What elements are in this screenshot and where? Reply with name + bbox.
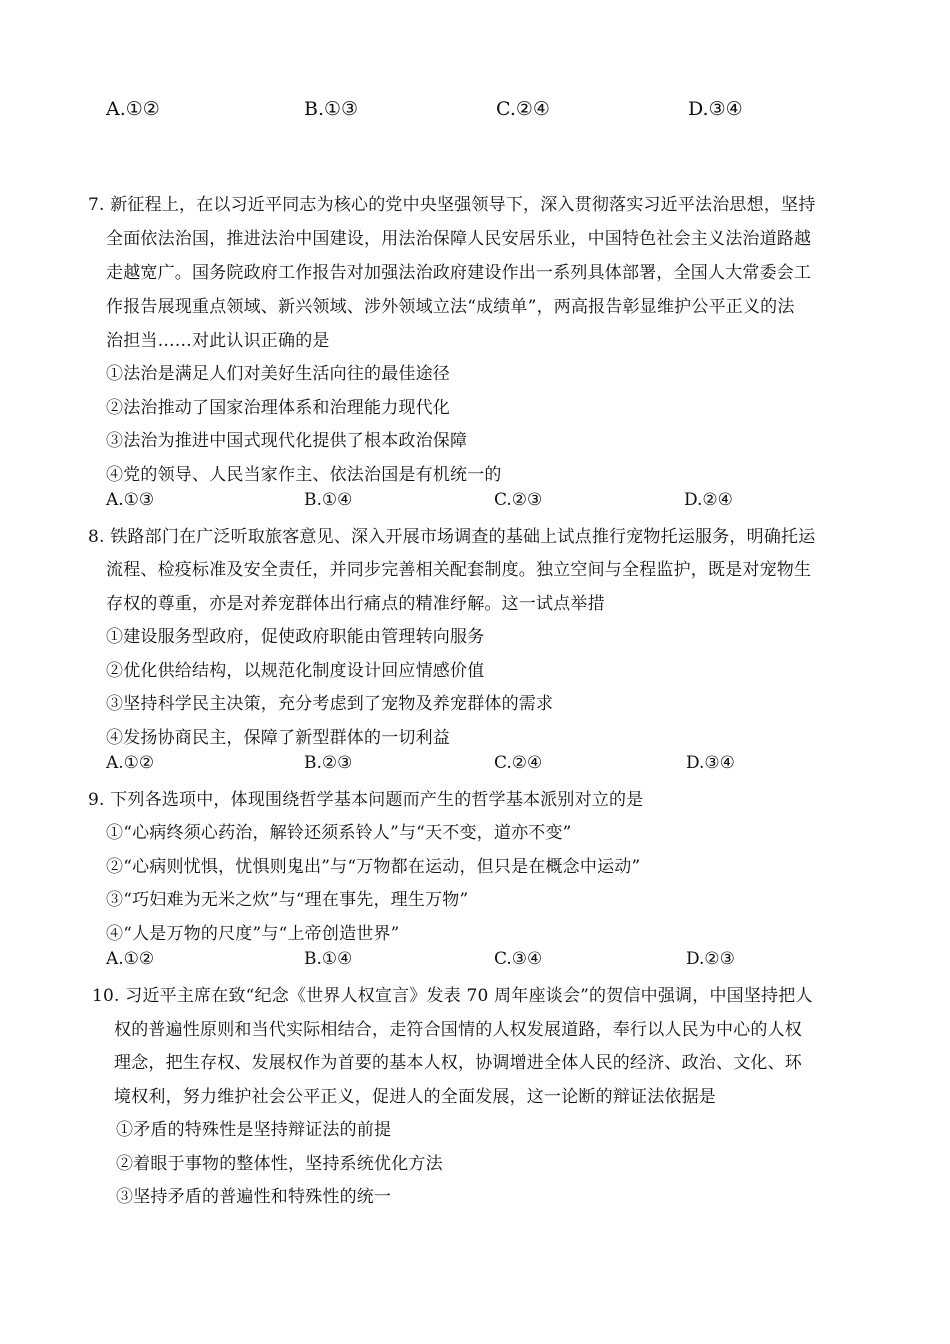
q7-stem-line: 全面依法治国，推进法治中国建设，用法治保障人民安居乐业，中国特色社会主义法治道路越: [106, 229, 812, 249]
q8-item-1: ①建设服务型政府，促使政府职能由管理转向服务: [106, 627, 485, 647]
q7-item-3: ③法治为推进中国式现代化提供了根本政治保障: [106, 431, 468, 451]
q6-option-b[interactable]: B.①③: [304, 98, 359, 120]
q8-item-3: ③坚持科学民主决策，充分考虑到了宠物及养宠群体的需求: [106, 694, 554, 714]
q7-option-d[interactable]: D.②④: [684, 490, 733, 510]
q8-item-4: ④发扬协商民主，保障了新型群体的一切利益: [106, 728, 450, 748]
q8-stem-line: 8. 铁路部门在广泛听取旅客意见、深入开展市场调查的基础上试点推行宠物托运服务，明确托运: [88, 527, 816, 547]
q10-stem-line: 10. 习近平主席在致“纪念《世界人权宣言》发表 70 周年座谈会”的贺信中强调，中国坚持把人: [92, 986, 813, 1006]
q10-stem-line: 权的普遍性原则和当代实际相结合，走符合国情的人权发展道路，奉行以人民为中心的人权: [114, 1020, 802, 1040]
q7-stem-line: 走越宽广。国务院政府工作报告对加强法治政府建设作出一系列具体部署，全国人大常委会工: [106, 263, 812, 283]
q9-option-c[interactable]: C.③④: [494, 949, 543, 969]
q8-stem-line: 流程、检疫标准及安全责任，并同步完善相关配套制度。独立空间与全程监护，既是对宠物生: [106, 560, 812, 580]
q7-stem-line: 7. 新征程上，在以习近平同志为核心的党中央坚强领导下，深入贯彻落实习近平法治思想，坚持: [88, 195, 816, 215]
q7-stem-line: 治担当……对此认识正确的是: [106, 331, 330, 351]
q7-stem-line: 作报告展现重点领域、新兴领域、涉外领域立法“成绩单”，两高报告彰显维护公平正义的法: [106, 297, 795, 317]
q7-option-b[interactable]: B.①④: [304, 490, 353, 510]
q7-option-c[interactable]: C.②③: [494, 490, 543, 510]
q8-item-2: ②优化供给结构，以规范化制度设计回应情感价值: [106, 661, 485, 681]
q9-option-b[interactable]: B.①④: [304, 949, 353, 969]
q8-option-d[interactable]: D.③④: [686, 753, 735, 773]
q9-item-4: ④“人是万物的尺度”与“上帝创造世界”: [106, 924, 400, 944]
q10-item-2: ②着眼于事物的整体性，坚持系统优化方法: [116, 1154, 443, 1174]
q7-item-2: ②法治推动了国家治理体系和治理能力现代化: [106, 398, 450, 418]
q8-option-b[interactable]: B.②③: [304, 753, 353, 773]
q7-item-4: ④党的领导、人民当家作主、依法治国是有机统一的: [106, 465, 502, 485]
q8-option-c[interactable]: C.②④: [494, 753, 543, 773]
q6-option-c[interactable]: C.②④: [496, 98, 550, 120]
q7-item-1: ①法治是满足人们对美好生活向往的最佳途径: [106, 364, 450, 384]
q6-option-d[interactable]: D.③④: [688, 98, 743, 120]
q8-option-a[interactable]: A.①②: [106, 753, 155, 773]
q9-stem-line: 9. 下列各选项中，体现围绕哲学基本问题而产生的哲学基本派别对立的是: [88, 790, 644, 810]
q6-option-a[interactable]: A.①②: [106, 98, 160, 120]
q9-item-1: ①“心病终须心药治，解铃还须系铃人”与“天不变，道亦不变”: [106, 823, 572, 843]
q9-option-a[interactable]: A.①②: [106, 949, 155, 969]
q9-option-d[interactable]: D.②③: [686, 949, 735, 969]
q9-item-3: ③“巧妇难为无米之炊”与“理在事先，理生万物”: [106, 890, 469, 910]
q10-stem-line: 境权利，努力维护社会公平正义，促进人的全面发展，这一论断的辩证法依据是: [114, 1087, 716, 1107]
q10-stem-line: 理念，把生存权、发展权作为首要的基本人权，协调增进全体人民的经济、政治、文化、环: [114, 1053, 802, 1073]
q10-item-3: ③坚持矛盾的普遍性和特殊性的统一: [116, 1187, 392, 1207]
q8-stem-line: 存权的尊重，亦是对养宠群体出行痛点的精准纾解。这一试点举措: [106, 594, 605, 614]
q10-item-1: ①矛盾的特殊性是坚持辩证法的前提: [116, 1120, 392, 1140]
q7-option-a[interactable]: A.①③: [106, 490, 155, 510]
q9-item-2: ②“心病则忧惧，忧惧则鬼出”与“万物都在运动，但只是在概念中运动”: [106, 857, 641, 877]
